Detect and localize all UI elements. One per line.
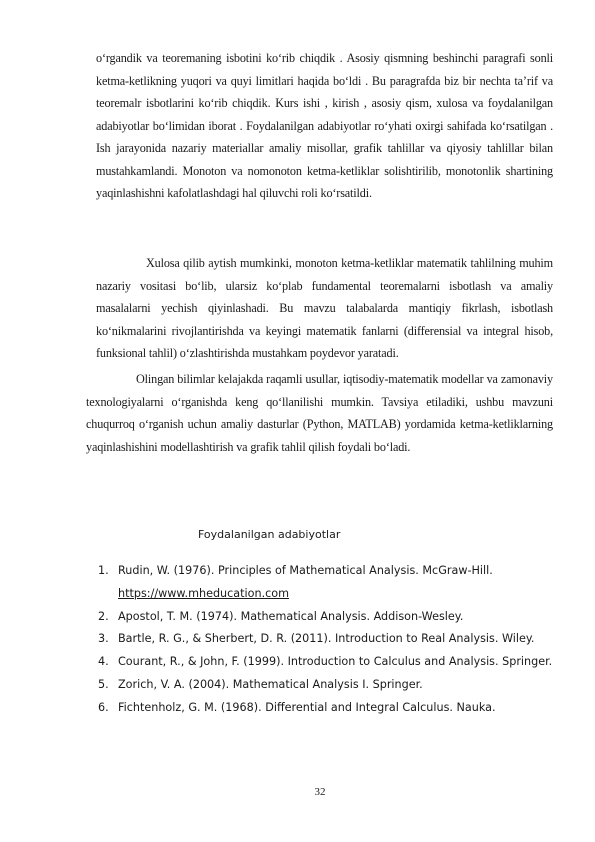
reference-item bbox=[96, 606, 553, 629]
paragraph-conclusion-summary: o‘rgandik va teoremaning isbotini ko‘rib chiqdik . Asosiy qismning beshinchi paragrafi sonli ketma-ketlikning yuqori va quyi limitlari haqida bo‘ldi . Bu paragrafda biz bir nechta ta’rif va teoremalr isbotlarini ko‘rib chiqdik. Kurs ishi , kirish , asosiy qism, xulosa va foydalanilgan adabiyotlar bo‘limidan iborat . Foydalanilgan adabiyotlar ro‘yhati oxirgi sahifada ko‘rsatilgan . Ish jarayonida nazariy materiallar amaliy misollar, grafik tahlillar va qiyosiy tahlillar bilan mustahkamlandi. Monoton va nomonoton ketma-ketliklar solishtirilib, monotonlik shartining yaqinlashishni kafolatlashdagi hal qiluvchi roli ko‘rsatildi. bbox=[96, 51, 553, 200]
reference-text: Courant, R., & John, F. (1999). Introduction to Calculus and Analysis. Springer. bbox=[118, 655, 553, 669]
reference-text: Zorich, V. A. (2004). Mathematical Analysis I. Springer. bbox=[118, 677, 423, 691]
reference-number: 2. bbox=[98, 609, 109, 623]
reference-link[interactable]: https://www.mheducation.com bbox=[118, 586, 290, 600]
paragraph-recommendation: Olingan bilimlar kelajakda raqamli usullar, iqtisodiy-matematik modellar va zamonaviy texnologiyalarni o‘rganishda keng qo‘llanilishi mumkin. Tavsiya etiladiki, ushbu mavzuni chuqurroq o‘rganish uchun amaliy dasturlar (Python, MATLAB) yordamida ketma-ketliklarning yaqinlashishini modellashtirish va grafik tahlil qilish foydali bo‘ladi. bbox=[86, 372, 553, 454]
reference-item bbox=[96, 697, 553, 720]
reference-text: Bartle, R. G., & Sherbert, D. R. (2011). Introduction to Real Analysis. Wiley. bbox=[118, 632, 535, 646]
paragraph-conclusion-final: Xulosa qilib aytish mumkinki, monoton ketma-ketliklar matematik tahlilning muhim nazariy vositasi bo‘lib, ularsiz ko‘plab fundamental teoremalarni isbotlash va amaliy masalalarni yechish qiyinlashadi. Bu mavzu talabalarda mantiqiy fikrlash, isbotlash ko‘nikmalarini rivojlantirishda va keyingi matematik fanlarni (differensial va integral hisob, funksional tahlil) o‘zlashtirishda mustahkam poydevor yaratadi. bbox=[96, 256, 553, 360]
reference-number: 4. bbox=[98, 655, 109, 669]
reference-item bbox=[96, 674, 553, 697]
reference-number: 3. bbox=[98, 632, 109, 646]
references-list bbox=[96, 560, 553, 720]
reference-text: Rudin, W. (1976). Principles of Mathematical Analysis. McGraw-Hill. bbox=[118, 564, 493, 577]
reference-text: Fichtenholz, G. M. (1968). Differential and Integral Calculus. Nauka. bbox=[118, 700, 496, 714]
reference-item bbox=[96, 560, 553, 606]
page-number: 32 bbox=[314, 786, 326, 798]
reference-number: 6. bbox=[98, 700, 109, 714]
reference-text: Apostol, T. M. (1974). Mathematical Analysis. Addison-Wesley. bbox=[118, 609, 464, 623]
reference-number: 1. bbox=[98, 564, 109, 577]
references-title: Foydalanilgan adabiyotlar bbox=[198, 528, 341, 541]
reference-item bbox=[96, 628, 553, 651]
reference-item bbox=[96, 651, 553, 674]
reference-number: 5. bbox=[98, 677, 109, 691]
